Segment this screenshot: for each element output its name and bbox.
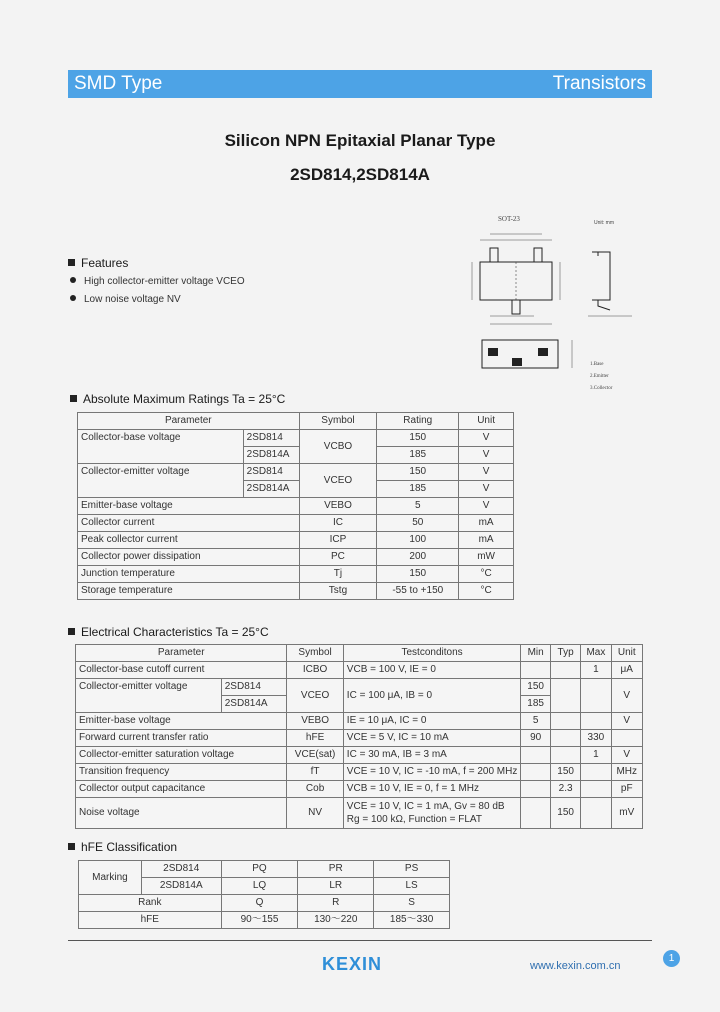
table-row bbox=[76, 730, 643, 747]
cell-mark: LR bbox=[298, 878, 374, 895]
elec-table bbox=[75, 644, 643, 829]
cell-typ bbox=[550, 713, 580, 730]
cell-part: 2SD814 bbox=[141, 861, 221, 878]
cell-rating: 150 bbox=[377, 566, 459, 583]
cell-param: Forward current transfer ratio bbox=[76, 730, 287, 747]
cell-marking: Marking bbox=[79, 861, 142, 895]
cell-cond: VCB = 10 V, IE = 0, f = 1 MHz bbox=[343, 781, 521, 798]
cell-min: 90 bbox=[521, 730, 551, 747]
cell-symbol: VCEO bbox=[299, 464, 377, 498]
table-row bbox=[76, 713, 643, 730]
pin-lead bbox=[534, 248, 542, 262]
table-row bbox=[79, 912, 450, 929]
cell-symbol: VEBO bbox=[299, 498, 377, 515]
cell-param: Collector-emitter saturation voltage bbox=[76, 747, 287, 764]
pin-label-2: 2.Emitter bbox=[590, 374, 609, 379]
table-header-row bbox=[78, 413, 514, 430]
cell-unit: °C bbox=[459, 583, 514, 600]
table-row bbox=[78, 515, 514, 532]
cell-mark: LQ bbox=[221, 878, 298, 895]
cell-param: Junction temperature bbox=[78, 566, 300, 583]
cell-cond: VCE = 10 V, IC = -10 mA, f = 200 MHz bbox=[343, 764, 521, 781]
cell-symbol: fT bbox=[287, 764, 343, 781]
cell-symbol: Tj bbox=[299, 566, 377, 583]
bullet-square bbox=[68, 843, 75, 850]
cell-param: Emitter-base voltage bbox=[76, 713, 287, 730]
cell-max bbox=[581, 798, 611, 829]
cell-rank: Q bbox=[221, 895, 298, 912]
cell-unit: V bbox=[611, 713, 642, 730]
cell-sub: 2SD814A bbox=[243, 447, 299, 464]
table-row bbox=[78, 464, 514, 481]
hfe-heading: hFE Classification bbox=[68, 840, 177, 854]
cell-unit: V bbox=[459, 464, 514, 481]
cell-rating: 50 bbox=[377, 515, 459, 532]
cell-rating: 200 bbox=[377, 549, 459, 566]
cell-param: Collector-base cutoff current bbox=[76, 662, 287, 679]
cell-sub: 2SD814 bbox=[243, 430, 299, 447]
feature-item: Low noise voltage NV bbox=[70, 294, 181, 305]
cell-max bbox=[581, 679, 611, 713]
cell-part: 2SD814A bbox=[141, 878, 221, 895]
table-row bbox=[78, 583, 514, 600]
cell-min: 150 bbox=[521, 679, 551, 696]
table-row bbox=[78, 430, 514, 447]
th-rating: Rating bbox=[377, 413, 459, 430]
cell-rating: 150 bbox=[377, 464, 459, 481]
cell-symbol: VCE(sat) bbox=[287, 747, 343, 764]
part-numbers: 2SD814,2SD814A bbox=[290, 165, 430, 184]
cell-symbol: VCEO bbox=[287, 679, 343, 713]
cell-max: 1 bbox=[581, 662, 611, 679]
cell-unit: V bbox=[459, 498, 514, 515]
cell-unit bbox=[611, 730, 642, 747]
cell-sub: 2SD814A bbox=[221, 696, 287, 713]
cell-min: 185 bbox=[521, 696, 551, 713]
cell-param: Collector power dissipation bbox=[78, 549, 300, 566]
th-parameter: Parameter bbox=[78, 413, 300, 430]
cell-typ bbox=[550, 747, 580, 764]
hfe-table bbox=[78, 860, 450, 929]
cell-param: Emitter-base voltage bbox=[78, 498, 300, 515]
th-typ: Typ bbox=[550, 645, 580, 662]
header-right: Transistors bbox=[552, 73, 646, 94]
cell-typ: 150 bbox=[550, 764, 580, 781]
th-unit: Unit bbox=[459, 413, 514, 430]
cell-param: Noise voltage bbox=[76, 798, 287, 829]
th-symbol: Symbol bbox=[299, 413, 377, 430]
table-row bbox=[78, 498, 514, 515]
page-number: 1 bbox=[663, 950, 680, 967]
cell-rating: 185 bbox=[377, 481, 459, 498]
cell-sub: 2SD814 bbox=[243, 464, 299, 481]
cell-hfe-label: hFE bbox=[79, 912, 222, 929]
cell-min bbox=[521, 747, 551, 764]
package-diagram bbox=[460, 212, 640, 397]
cell-unit: pF bbox=[611, 781, 642, 798]
header-band bbox=[68, 70, 652, 98]
cell-rating: 5 bbox=[377, 498, 459, 515]
cell-unit: V bbox=[459, 447, 514, 464]
cell-param: Collector current bbox=[78, 515, 300, 532]
pin-lead bbox=[512, 300, 520, 314]
cell-cond-line2: Rg = 100 kΩ, Function = FLAT bbox=[346, 814, 482, 825]
cell-cond bbox=[343, 798, 521, 829]
cell-range: 185～330 bbox=[374, 912, 450, 929]
cell-unit: MHz bbox=[611, 764, 642, 781]
cell-unit: μA bbox=[611, 662, 642, 679]
cell-unit: V bbox=[611, 747, 642, 764]
cell-max bbox=[581, 781, 611, 798]
table-header-row bbox=[76, 645, 643, 662]
cell-rating: 100 bbox=[377, 532, 459, 549]
cell-typ bbox=[550, 662, 580, 679]
pin-label-3: 3.Collector bbox=[590, 386, 613, 391]
cell-max: 330 bbox=[581, 730, 611, 747]
cell-typ bbox=[550, 679, 580, 713]
cell-typ bbox=[550, 730, 580, 747]
cell-symbol: NV bbox=[287, 798, 343, 829]
features-heading: Features bbox=[68, 256, 128, 270]
footer-divider bbox=[68, 940, 652, 941]
cell-unit: mV bbox=[611, 798, 642, 829]
cell-param: Storage temperature bbox=[78, 583, 300, 600]
cell-symbol: ICBO bbox=[287, 662, 343, 679]
table-row bbox=[76, 781, 643, 798]
cell-max bbox=[581, 713, 611, 730]
abs-max-table bbox=[77, 412, 514, 600]
cell-cond: IC = 30 mA, IB = 3 mA bbox=[343, 747, 521, 764]
cell-param: Transition frequency bbox=[76, 764, 287, 781]
cell-min bbox=[521, 798, 551, 829]
cell-rating: 185 bbox=[377, 447, 459, 464]
cell-symbol: Cob bbox=[287, 781, 343, 798]
cell-unit: V bbox=[611, 679, 642, 713]
cell-cond: IC = 100 μA, IB = 0 bbox=[343, 679, 521, 713]
th-max: Max bbox=[581, 645, 611, 662]
cell-symbol: Tstg bbox=[299, 583, 377, 600]
cell-mark: PS bbox=[374, 861, 450, 878]
table-row bbox=[78, 549, 514, 566]
cell-rating: -55 to +150 bbox=[377, 583, 459, 600]
cell-sub: 2SD814 bbox=[221, 679, 287, 696]
cell-symbol: ICP bbox=[299, 532, 377, 549]
cell-unit: °C bbox=[459, 566, 514, 583]
cell-param: Peak collector current bbox=[78, 532, 300, 549]
cell-min bbox=[521, 662, 551, 679]
cell-cond: VCE = 5 V, IC = 10 mA bbox=[343, 730, 521, 747]
cell-param: Collector-emitter voltage bbox=[76, 679, 222, 713]
cell-sub: 2SD814A bbox=[243, 481, 299, 498]
cell-range: 90～155 bbox=[221, 912, 298, 929]
cell-symbol: VEBO bbox=[287, 713, 343, 730]
table-row bbox=[76, 662, 643, 679]
cell-typ: 2.3 bbox=[550, 781, 580, 798]
cell-range: 130～220 bbox=[298, 912, 374, 929]
th-conditions: Testconditons bbox=[343, 645, 521, 662]
cell-unit: mA bbox=[459, 515, 514, 532]
doc-title: Silicon NPN Epitaxial Planar Type bbox=[224, 131, 496, 150]
bullet-square bbox=[70, 395, 77, 402]
cell-param: Collector-base voltage bbox=[78, 430, 244, 464]
cell-unit: V bbox=[459, 481, 514, 498]
cell-symbol: IC bbox=[299, 515, 377, 532]
th-unit: Unit bbox=[611, 645, 642, 662]
elec-heading: Electrical Characteristics Ta = 25°C bbox=[68, 625, 269, 639]
table-row bbox=[76, 798, 643, 829]
cell-cond: VCB = 100 V, IE = 0 bbox=[343, 662, 521, 679]
abs-max-heading: Absolute Maximum Ratings Ta = 25°C bbox=[70, 392, 285, 406]
cell-rating: 150 bbox=[377, 430, 459, 447]
table-row bbox=[79, 895, 450, 912]
pin-label-1: 1.Base bbox=[590, 362, 604, 367]
cell-max bbox=[581, 764, 611, 781]
cell-symbol: VCBO bbox=[299, 430, 377, 464]
diagram-package: SOT-23 bbox=[498, 215, 520, 223]
diagram-units: Unit: mm bbox=[594, 220, 614, 226]
bullet-dot bbox=[70, 277, 76, 283]
cell-symbol: hFE bbox=[287, 730, 343, 747]
table-row bbox=[78, 532, 514, 549]
cell-unit: mW bbox=[459, 549, 514, 566]
cell-min bbox=[521, 764, 551, 781]
th-parameter: Parameter bbox=[76, 645, 287, 662]
cell-symbol: PC bbox=[299, 549, 377, 566]
cell-unit: mA bbox=[459, 532, 514, 549]
cell-max: 1 bbox=[581, 747, 611, 764]
cell-rank: R bbox=[298, 895, 374, 912]
header-left: SMD Type bbox=[74, 73, 163, 94]
cell-unit: V bbox=[459, 430, 514, 447]
cell-typ: 150 bbox=[550, 798, 580, 829]
cell-cond-line1: VCE = 10 V, IC = 1 mA, Gv = 80 dB bbox=[346, 801, 505, 812]
cell-cond: IE = 10 μA, IC = 0 bbox=[343, 713, 521, 730]
feature-item: High collector-emitter voltage VCEO bbox=[70, 276, 245, 287]
table-row bbox=[76, 747, 643, 764]
cell-mark: PQ bbox=[221, 861, 298, 878]
bullet-dot bbox=[70, 295, 76, 301]
footer-url[interactable]: www.kexin.com.cn bbox=[530, 960, 621, 972]
th-symbol: Symbol bbox=[287, 645, 343, 662]
cell-min bbox=[521, 781, 551, 798]
cell-mark: LS bbox=[374, 878, 450, 895]
bullet-square bbox=[68, 628, 75, 635]
cell-param: Collector output capacitance bbox=[76, 781, 287, 798]
cell-rank-label: Rank bbox=[79, 895, 222, 912]
cell-param: Collector-emitter voltage bbox=[78, 464, 244, 498]
bullet-square bbox=[68, 259, 75, 266]
th-min: Min bbox=[521, 645, 551, 662]
table-row bbox=[76, 764, 643, 781]
cell-mark: PR bbox=[298, 861, 374, 878]
cell-rank: S bbox=[374, 895, 450, 912]
cell-min: 5 bbox=[521, 713, 551, 730]
kexin-logo: KEXIN bbox=[322, 954, 383, 974]
table-row bbox=[79, 861, 450, 878]
table-row bbox=[76, 679, 643, 696]
pin-lead bbox=[490, 248, 498, 262]
table-row bbox=[78, 566, 514, 583]
